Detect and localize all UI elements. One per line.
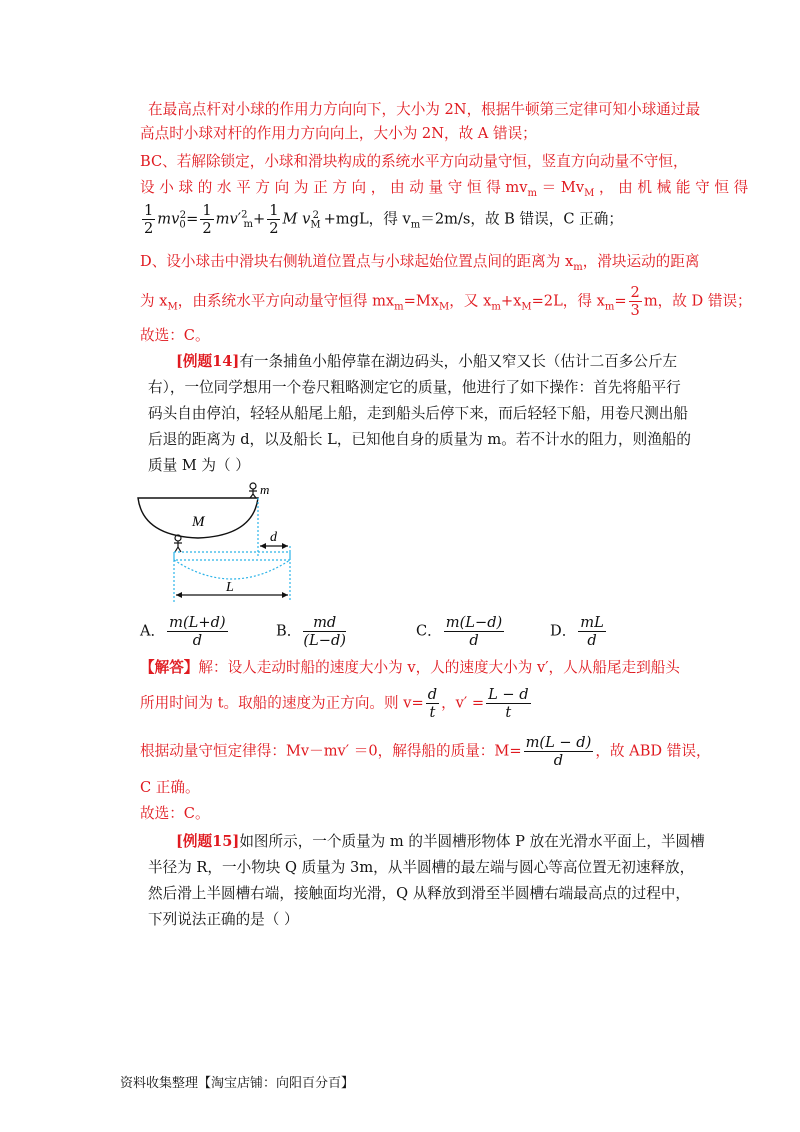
d-arrowhead — [282, 543, 288, 549]
example14-line: 右），一位同学想用一个卷尺粗略测定它的质量，他进行了如下操作：首先将船平行 — [148, 379, 681, 396]
solution-line: 高点时小球对杆的作用力方向向上，大小为 2N，故 A 错误； — [140, 125, 537, 142]
example14-line: 码头自由停泊，轻轻从船尾上船，走到船头后停下来，而后轻轻下船，用卷尺测出船 — [148, 405, 688, 422]
example14-line: 后退的距离为 d，以及船长 L，已知他自身的质量为 m。若不计水的阻力，则渔船的 — [148, 431, 691, 448]
example15-line: 半径为 R，一小物块 Q 质量为 3m，从半圆槽的最左端与圆心等高位置无初速释放， — [148, 859, 695, 876]
option-b[interactable]: B． $\frac{md}{(L-d)}$ — [276, 614, 346, 649]
option-c[interactable]: C． $\frac{m(L-d)}{d}$ — [416, 614, 503, 649]
answer-line: 故选：C。 — [140, 327, 210, 344]
shifted-boat-top — [174, 552, 290, 560]
solution14-line4: C 正确。 — [140, 779, 200, 796]
example15-line: 下列说法正确的是（ ） — [148, 911, 299, 928]
solution14-line1: 【解答】解：设人走动时船的速度大小为 v，人的速度大小为 v′，人从船尾走到船头 — [140, 659, 680, 676]
solution-line: BC、若解除锁定，小球和滑块构成的系统水平方向动量守恒，竖直方向动量不守恒， — [140, 153, 688, 170]
boat-mass-label: M — [192, 514, 205, 530]
footer: 资料收集整理【淘宝店铺：向阳百分百】 — [120, 1076, 355, 1091]
answer-line: 故选：C。 — [140, 805, 210, 822]
solution-tag: 【解答】 — [140, 659, 199, 676]
person-on-boat — [249, 483, 257, 498]
L-arrowhead — [282, 592, 288, 598]
person-mass-label: m — [260, 482, 270, 497]
energy-equation: $\frac{1}{2}$ $mv_0^2=$ $\frac{1}{2}$ $mv'^2_m+$ $\frac{1}{2}$ M $v_M^2 +mgL$，得 $v_m=2m/s$，故 B 错误，C 正确； — [144, 202, 623, 237]
example14-line: 质量 M 为（ ） — [148, 457, 250, 474]
option-d[interactable]: D． $\frac{mL}{d}$ — [550, 614, 604, 649]
solution14-line2: 所用时间为 t。取船的速度为正方向。则 v= $\frac{d}{t}$ ，v′ = $\frac{L - d}{t}$ — [140, 686, 529, 721]
example14-line1: [例题14]有一条捕鱼小船停靠在湖边码头，小船又窄又长（估计二百多公斤左 — [176, 353, 678, 370]
example15-line: 然后滑上半圆槽右端，接触面均光滑，Q 从释放到滑至半圆槽右端最高点的过程中， — [148, 885, 690, 902]
L-arrowhead — [176, 592, 182, 598]
person-on-dock — [174, 535, 182, 552]
solution-line: 在最高点杆对小球的作用力方向向下，大小为 2N，根据牛顿第三定律可知小球通过最 — [148, 101, 701, 118]
shifted-boat-hull — [174, 560, 290, 579]
L-label: L — [226, 580, 234, 595]
example15-line1: [例题15]如图所示，一个质量为 m 的半圆槽形物体 P 放在光滑水平面上，半圆槽 — [176, 833, 705, 850]
solution14-line3: 根据动量守恒定律得：Mv－mv′ ＝0，解得船的质量：M= $\frac{m(L - d)}{d}$ ，故 ABD 错误， — [140, 734, 711, 769]
d-arrowhead — [260, 543, 266, 549]
solution-line: D、设小球击中滑块右侧轨道位置点与小球起始位置点间的距离为 $x_m$，滑块运动的距离 — [140, 253, 700, 273]
solution-line: 为 $x_M$，由系统水平方向动量守恒得 $mx_m=Mx_M$，又 $x_m+x_M=2L$，得 $x_m=$ $\frac{2}{3}$ m，故 D 错误； — [140, 284, 752, 319]
option-a[interactable]: A． $\frac{m(L+d)}{d}$ — [140, 614, 226, 649]
example15-label: [例题15] — [176, 833, 240, 850]
example14-label: [例题14] — [176, 353, 240, 370]
d-label: d — [270, 530, 277, 545]
boat-figure — [128, 478, 318, 608]
solution-line: 设 小 球 的 水 平 方 向 为 正 方 向 ， 由 动 量 守 恒 得 $mv_m = Mv_M$ ， 由 机 械 能 守 恒 得 — [140, 179, 749, 199]
